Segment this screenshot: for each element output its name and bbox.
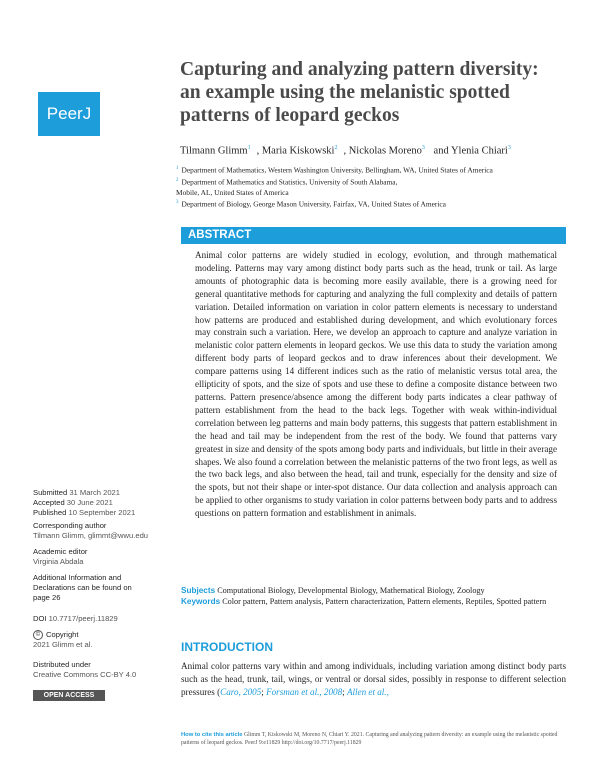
citation-link[interactable]: Allen et al., — [346, 687, 389, 697]
author-name[interactable]: Tilmann Glimm — [180, 145, 248, 157]
author-sup: 2 — [334, 145, 338, 151]
doi-link[interactable]: 10.7717/peerj.11829 — [48, 614, 118, 623]
introduction-text: Animal color patterns vary within and among individuals, including variation among distinct body parts such as the head, trunk, tail, wings, or ventral or dorsal sides, possibly in response to different selection pressures (Caro, 2005; Forsman et al., 2008; Allen et al., — [181, 661, 566, 697]
doi: DOI 10.7717/peerj.11829 — [33, 614, 118, 623]
author-name[interactable]: Maria Kiskowski — [261, 145, 335, 157]
abstract-text: Animal color patterns are widely studied in ecology, evolution, and through mathematical modeling. Patterns may vary among distinct body parts such as the head, trunk or tail. As large amounts of photographic data is becoming more easily available, there is a growing need for general quantitative methods for capturing and analyzing the full complexity and details of pattern variation. Detailed information on variation in color pattern elements is necessary to understand how patterns are produced and established during development, and which evolutionary forces may constrain such a variation. Here, we develop an approach to capture and analyze variation in melanistic color pattern elements in leopard geckos. We use this data to study the variation among different body parts of leopard geckos and to draw inferences about their development. We compare patterns using 14 different indices such as the ratio of melanistic versus total area, the ellipticity of spots, and the size of spots and use these to define a composite distance between two patterns. Pattern presence/absence among the different body parts indicates a clear pathway of pattern establishment from the head to the back legs. Together with weak within-individual correlation between leg patterns and main body patterns, this suggests that pattern establishment in the head and tail may be independent from the rest of the body. We found that patterns vary greatest in size and density of the spots among body parts and individuals, but little in their average shapes. We also found a correlation between the melanistic patterns of the two front legs, as well as the two back legs, and also between the head, tail and trunk, especially for the density and size of the spots, but not their shape or inter-spot distance. Our data collection and analysis approach can be applied to other organisms to study variation in color patterns between body parts and to address questions on pattern formation and establishment in animals. — [195, 250, 557, 519]
how-to-cite: How to cite this article Glimm T, Kiskowski M, Moreno N, Chiari Y. 2021. Capturing and analyzing pattern diversity: an example using the melanistic spotted patterns of leopard geckos. PeerJ 9:e11829 http://doi.org/10.7717/peerj.11829 — [181, 732, 558, 746]
abstract-heading: ABSTRACT — [188, 229, 252, 241]
license-link[interactable]: Creative Commons CC-BY 4.0 — [33, 670, 137, 679]
affiliation: $^3$ Department of Biology, George Mason University, Fairfax, VA, United States of America — [176, 199, 446, 209]
author-sup: 3 — [507, 145, 511, 151]
affiliation: $^2$ Department of Mathematics and Statistics, University of South Alabama, Mobile, AL, United States of America — [176, 177, 398, 197]
author-name[interactable]: Nickolas Moreno — [348, 145, 422, 157]
abstract-heading-bar — [181, 227, 566, 244]
article-title: Capturing and analyzing pattern diversity: an example using the melanistic spotted patterns of leopard geckos — [180, 59, 539, 126]
author-sup: 3 — [421, 145, 425, 151]
corresponding-author-email[interactable]: Tilmann Glimm, glimmt@wwu.edu — [33, 531, 149, 540]
citation-link[interactable]: Caro, 2005 — [220, 687, 262, 697]
peerj-logo: PeerJ — [38, 92, 100, 136]
subjects-keywords: Subjects Computational Biology, Developmental Biology, Mathematical Biology, Zoology Keywords Color pattern, Pattern analysis, Pattern characterization, Pattern elements, Reptiles, Spotted pattern — [181, 586, 547, 606]
copyright: © Copyright 2021 Glimm et al. — [33, 630, 93, 649]
additional-info[interactable]: Additional Information and Declarations can be found on page 26 — [33, 573, 132, 602]
citation-link[interactable]: Forsman et al., 2008 — [266, 687, 343, 697]
introduction-heading: INTRODUCTION — [181, 640, 273, 654]
dates-block: Submitted 31 March 2021 Accepted 30 June 2021 Published 10 September 2021 — [33, 488, 136, 517]
subjects-text: Computational Biology, Developmental Biology, Mathematical Biology, Zoology — [217, 586, 485, 595]
affiliation: $^1$ Department of Mathematics, Western Washington University, Bellingham, WA, United States of America — [176, 165, 493, 175]
open-access-badge: OPEN ACCESS — [33, 690, 105, 701]
affiliations — [176, 164, 576, 210]
submitted-date: 31 March 2021 — [69, 488, 120, 497]
license: Distributed under Creative Commons CC-BY 4.0 — [33, 660, 173, 680]
citation-text: Glimm T, Kiskowski M, Moreno N, Chiari Y. 2021. Capturing and analyzing pattern diversity: an example using the melanistic spotted patterns of leopard geckos. PeerJ 9:e11829 http://doi.org/10.7717/peerj.11829 — [181, 732, 558, 746]
keywords-text: Color pattern, Pattern analysis, Pattern characterization, Pattern elements, Reptiles, Spotted pattern — [222, 597, 547, 606]
author-sup: 1 — [247, 145, 251, 151]
published-date: 10 September 2021 — [68, 508, 136, 517]
author-name[interactable]: Ylenia Chiari — [450, 145, 508, 157]
author-list: Tilmann Glimm$^1$ , Maria Kiskowski$^2$ , Nickolas Moreno$^3$ and Ylenia Chiari$^3$ — [180, 145, 511, 157]
accepted-date: 30 June 2021 — [66, 498, 113, 507]
copyright-icon: © — [33, 630, 43, 640]
corresponding-author: Corresponding author Tilmann Glimm, glimmt@wwu.edu — [33, 521, 173, 541]
academic-editor: Academic editor Virginia Abdala — [33, 547, 88, 566]
